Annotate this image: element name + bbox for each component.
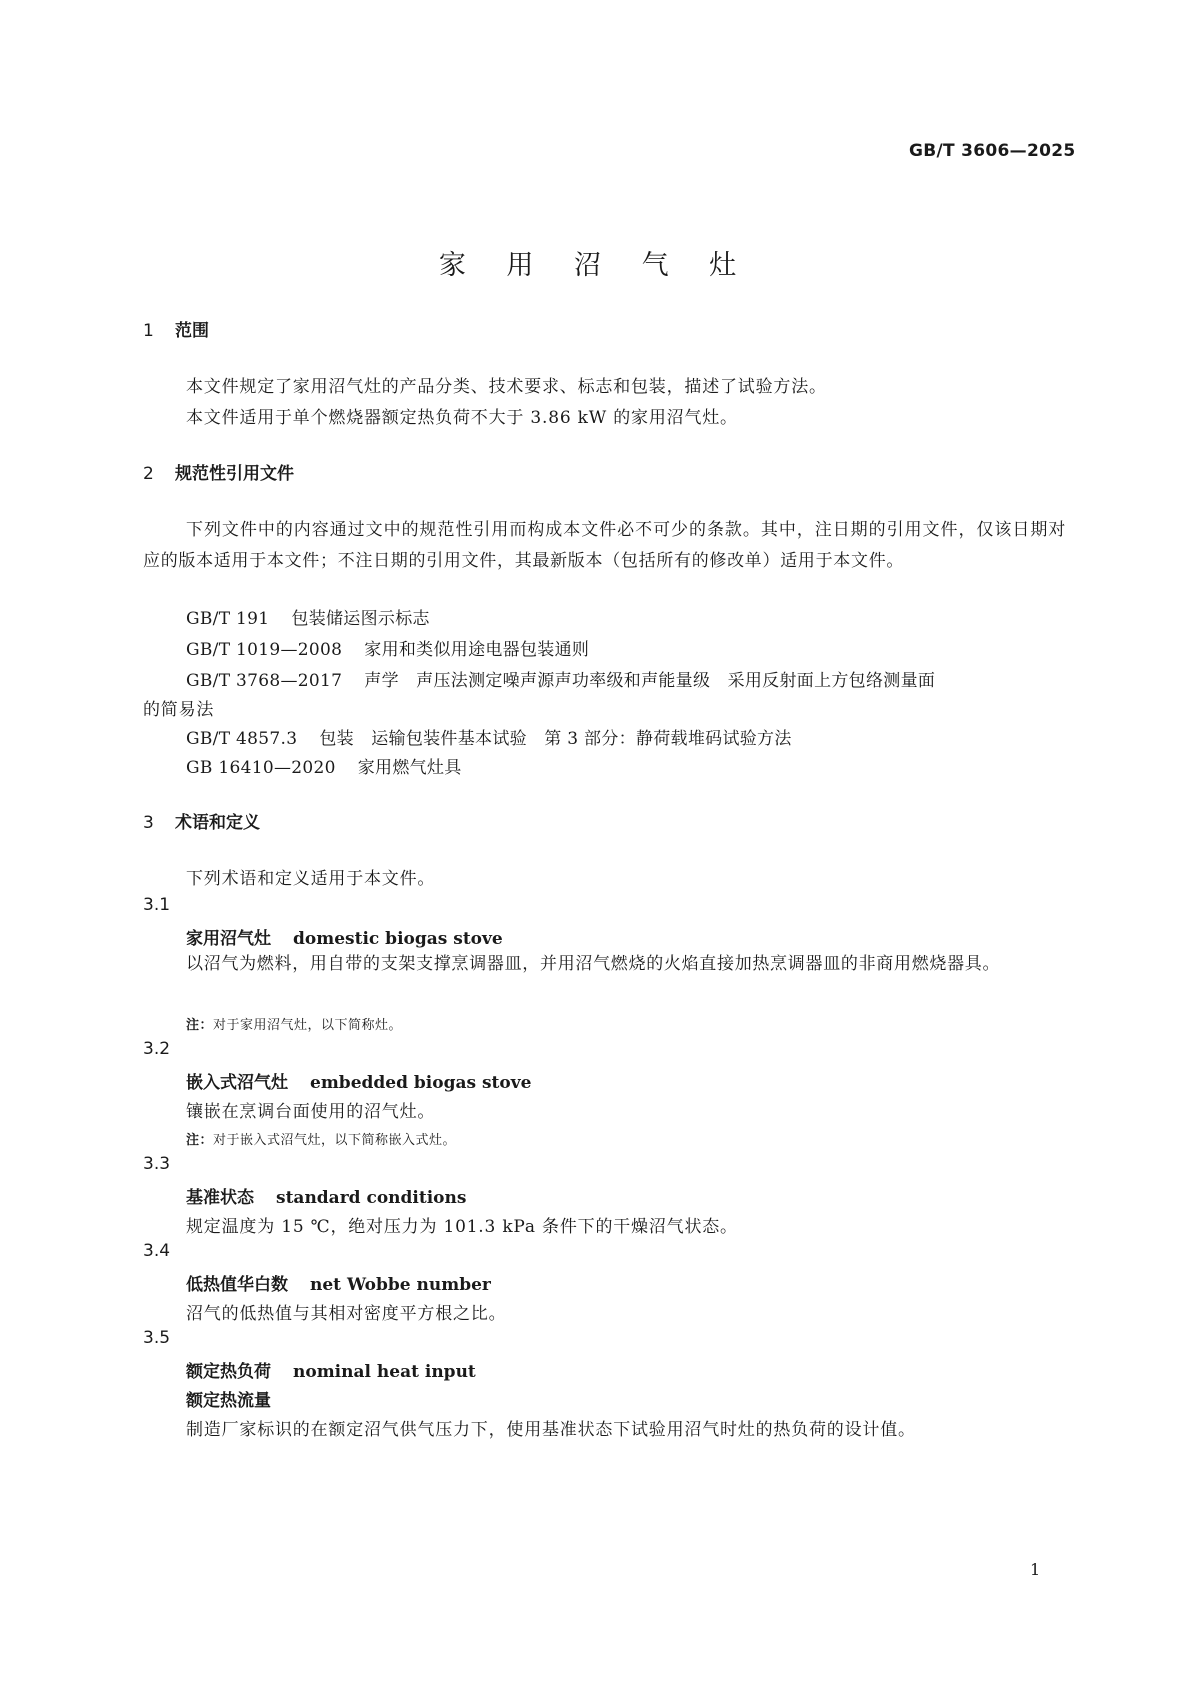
- section-number: 2: [143, 464, 154, 484]
- term-en: embedded biogas stove: [310, 1073, 532, 1093]
- reference-continuation: 的简易法: [143, 700, 215, 720]
- note-text: 对于家用沼气灶，以下简称灶。: [213, 1018, 403, 1033]
- term-zh: 低热值华白数: [186, 1275, 288, 1295]
- paragraph: 本文件规定了家用沼气灶的产品分类、技术要求、标志和包装，描述了试验方法。: [186, 377, 827, 397]
- reference-title: 家用燃气灶具: [357, 758, 462, 778]
- term-heading: [186, 1183, 466, 1208]
- section-number: 1: [143, 321, 154, 341]
- note: [186, 1014, 402, 1033]
- term-en: standard conditions: [276, 1188, 467, 1208]
- reference-code: GB/T 191: [186, 609, 270, 629]
- reference-code: GB/T 1019—2008: [186, 640, 343, 660]
- term-definition: 规定温度为 15 ℃，绝对压力为 101.3 kPa 条件下的干燥沼气状态。: [186, 1217, 738, 1237]
- reference-code: GB/T 3768—2017: [186, 671, 343, 691]
- term-heading: [186, 924, 503, 949]
- paragraph: 本文件适用于单个燃烧器额定热负荷不大于 3.86 kW 的家用沼气灶。: [186, 408, 738, 428]
- term-definition: 以沼气为燃料，用自带的支架支撑烹调器皿，并用沼气燃烧的火焰直接加热烹调器皿的非商用燃烧器具。: [186, 954, 1001, 974]
- term-en: net Wobbe number: [310, 1275, 491, 1295]
- term-heading: [186, 1270, 491, 1295]
- reference-item: [186, 604, 430, 629]
- term-zh: 基准状态: [186, 1188, 254, 1208]
- document-title: 家 用 沼 气 灶: [438, 250, 753, 281]
- term-zh: 家用沼气灶: [186, 929, 271, 949]
- term-en: nominal heat input: [293, 1362, 476, 1382]
- reference-title: 声学 声压法测定噪声源声功率级和声能量级 采用反射面上方包络测量面: [364, 671, 936, 691]
- reference-title: 包装 运输包装件基本试验 第 3 部分：静荷载堆码试验方法: [319, 729, 792, 749]
- section-title: 术语和定义: [175, 813, 260, 833]
- reference-code: GB 16410—2020: [186, 758, 336, 778]
- term-heading: [186, 1068, 531, 1093]
- term-alternative: 额定热流量: [186, 1391, 271, 1411]
- term-definition: 制造厂家标识的在额定沼气供气压力下，使用基准状态下试验用沼气时灶的热负荷的设计值。: [186, 1420, 916, 1440]
- reference-item: [186, 753, 462, 778]
- clause-number: 3.2: [143, 1039, 171, 1059]
- note: [186, 1129, 456, 1148]
- note-label: 注：: [186, 1133, 214, 1148]
- clause-number: 3.3: [143, 1154, 171, 1174]
- reference-title: 家用和类似用途电器包装通则: [364, 640, 590, 660]
- reference-item: [186, 635, 589, 660]
- section-2-heading: [143, 459, 294, 484]
- reference-item: [186, 666, 935, 691]
- term-zh: 嵌入式沼气灶: [186, 1073, 288, 1093]
- section-3-heading: [143, 808, 260, 833]
- section-title: 规范性引用文件: [175, 464, 294, 484]
- term-en: domestic biogas stove: [293, 929, 503, 949]
- term-zh: 额定热负荷: [186, 1362, 271, 1382]
- clause-number: 3.1: [143, 895, 171, 915]
- page-number: 1: [1030, 1560, 1041, 1579]
- section-1-heading: [143, 316, 209, 341]
- reference-item: [186, 724, 792, 749]
- note-label: 注：: [186, 1018, 214, 1033]
- section-number: 3: [143, 813, 154, 833]
- section-title: 范围: [175, 321, 209, 341]
- reference-title: 包装储运图示标志: [291, 609, 430, 629]
- clause-number: 3.5: [143, 1328, 171, 1348]
- paragraph: 下列术语和定义适用于本文件。: [186, 869, 436, 889]
- clause-number: 3.4: [143, 1241, 171, 1261]
- note-text: 对于嵌入式沼气灶，以下简称嵌入式灶。: [213, 1133, 457, 1148]
- term-heading: [186, 1357, 476, 1382]
- paragraph: 下列文件中的内容通过文中的规范性引用而构成本文件必不可少的条款。其中，注日期的引用文件，仅该日期对应的版本适用于本文件；不注日期的引用文件，其最新版本（包括所有的修改单）适用于本文件。: [143, 520, 1066, 571]
- term-definition: 镶嵌在烹调台面使用的沼气灶。: [186, 1102, 436, 1122]
- standard-code: GB/T 3606—2025: [909, 141, 1076, 161]
- term-definition: 沼气的低热值与其相对密度平方根之比。: [186, 1304, 507, 1324]
- reference-code: GB/T 4857.3: [186, 729, 298, 749]
